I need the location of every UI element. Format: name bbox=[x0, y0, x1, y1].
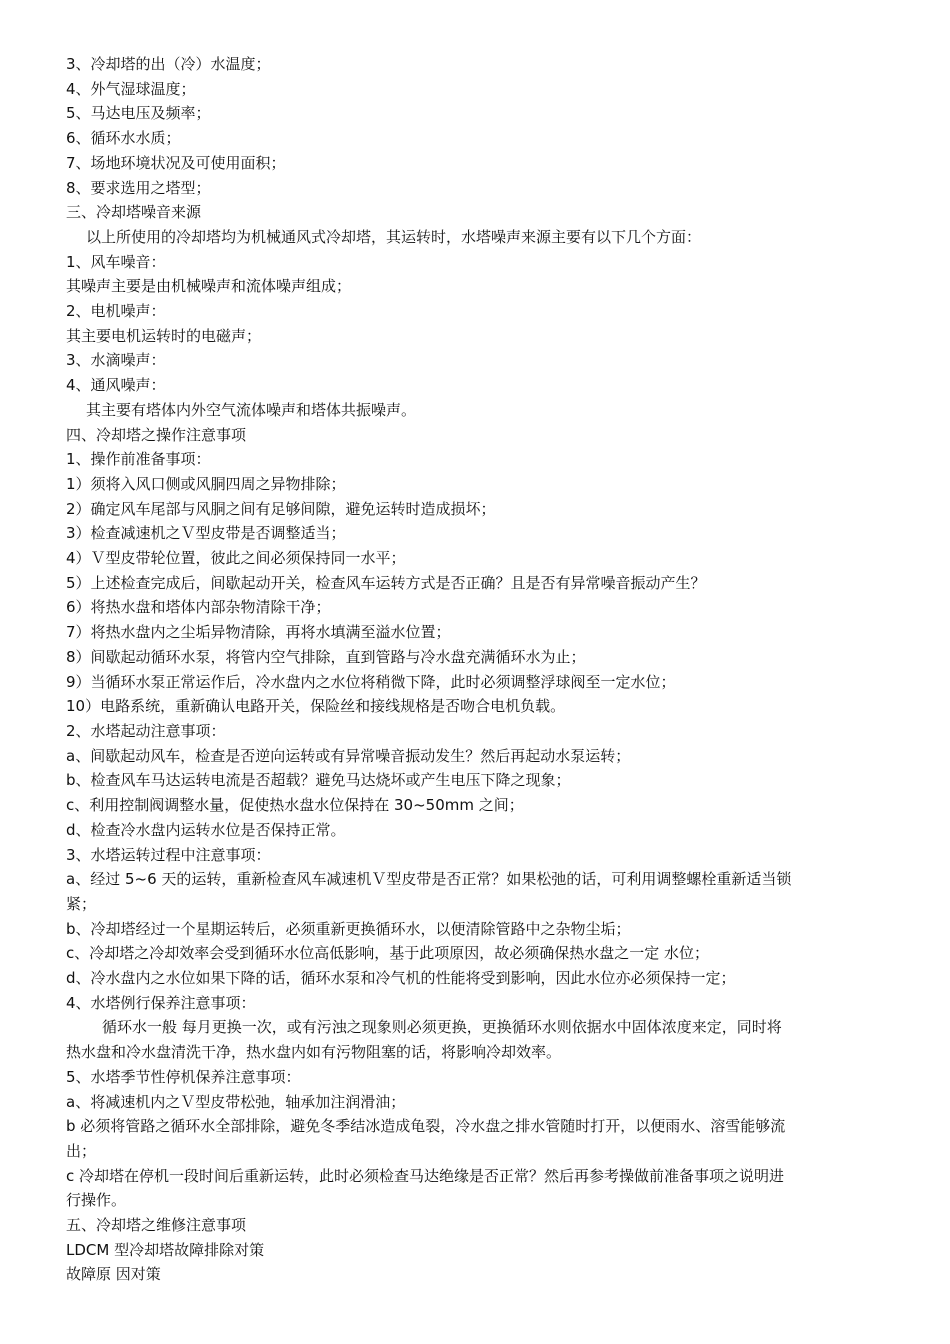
paragraph-motor-noise: 其主要电机运转时的电磁声； bbox=[66, 326, 262, 345]
paragraph-fault-cause-measures: 故障原 因对策 bbox=[66, 1265, 161, 1284]
list-item-site-environment: 7、场地环境状况及可使用面积； bbox=[66, 153, 286, 172]
subheading-fan-noise: 1、风车噪音： bbox=[66, 252, 166, 271]
list-item-water-quality: 6、循环水水质； bbox=[66, 129, 181, 148]
list-item-running-c: c、冷却塔之冷却效率会受到循环水位高低影响，基于此项原因，故必须确保热水盘之一定 水位； bbox=[66, 944, 710, 963]
list-item-tower-type: 8、要求选用之塔型； bbox=[66, 178, 211, 197]
list-item-shutdown-c: c 冷却塔在停机一段时间后重新运转，此时必须检查马达绝缘是否正常？然后再参考操做前准备事项之说明进 bbox=[66, 1166, 785, 1185]
list-item-cooling-outlet-temp: 3、冷却塔的出（冷）水温度； bbox=[66, 55, 271, 73]
list-item-running-a-cont: 紧； bbox=[66, 894, 97, 913]
document-page bbox=[66, 52, 878, 1287]
list-item-wet-bulb-temp: 4、外气湿球温度； bbox=[66, 79, 196, 98]
list-item-pre-op-9: 9）当循环水泵正常运作后，冷水盘内之水位将稍微下降，此时必须调整浮球阀至一定水位； bbox=[66, 672, 676, 691]
list-item-shutdown-a: a、将减速机内之Ｖ型皮带松弛，轴承加注润滑油； bbox=[66, 1092, 406, 1111]
list-item-pre-op-8: 8）间歇起动循环水泵，将管内空气排除，直到管路与冷水盘充满循环水为止； bbox=[66, 647, 586, 666]
paragraph-ldcm-troubleshooting: LDCM 型冷却塔故障排除对策 bbox=[66, 1240, 265, 1259]
list-item-startup-a: a、间歇起动风车，检查是否逆向运转或有异常噪音振动发生？然后再起动水泵运转； bbox=[66, 746, 631, 765]
subheading-startup: 2、水塔起动注意事项： bbox=[66, 721, 226, 740]
list-item-running-a: a、经过 5~6 天的运转，重新检查风车减速机Ｖ型皮带是否正常？如果松弛的话，可利用调整螺栓重新适当锁 bbox=[66, 870, 792, 889]
list-item-pre-op-4: 4）Ｖ型皮带轮位置，彼此之间必须保持同一水平； bbox=[66, 549, 406, 568]
paragraph-routine-maintenance: 循环水一般 每月更换一次，或有污浊之现象则必须更换，更换循环水则依据水中固体浓度来定，同时将 bbox=[102, 1018, 782, 1037]
list-item-running-d: d、冷水盘内之水位如果下降的话，循环水泵和冷气机的性能将受到影响，因此水位亦必须保持一定； bbox=[66, 969, 736, 988]
list-item-running-b: b、冷却塔经过一个星期运转后，必须重新更换循环水，以便清除管路中之杂物尘垢； bbox=[66, 919, 631, 938]
list-item-motor-voltage: 5、马达电压及频率； bbox=[66, 104, 211, 123]
list-item-shutdown-b-cont: 出； bbox=[66, 1141, 97, 1160]
list-item-startup-b: b、检查风车马达运转电流是否超载？避免马达烧坏或产生电压下降之现象； bbox=[66, 771, 571, 790]
section-heading-noise-sources: 三、冷却塔噪音来源 bbox=[66, 203, 202, 222]
list-item-pre-op-2: 2）确定风车尾部与风胴之间有足够间隙，避免运转时造成损坏； bbox=[66, 499, 496, 518]
subheading-drip-noise: 3、水滴噪声： bbox=[66, 351, 166, 370]
paragraph-noise-intro: 以上所使用的冷却塔均为机械通风式冷却塔，其运转时，水塔噪声来源主要有以下几个方面： bbox=[86, 227, 702, 246]
subheading-seasonal-shutdown: 5、水塔季节性停机保养注意事项： bbox=[66, 1067, 301, 1086]
subheading-motor-noise: 2、电机噪声： bbox=[66, 302, 166, 321]
section-heading-maintenance: 五、冷却塔之维修注意事项 bbox=[66, 1216, 247, 1235]
subheading-running: 3、水塔运转过程中注意事项： bbox=[66, 845, 271, 864]
list-item-shutdown-b: b 必须将管路之循环水全部排除，避免冬季结冰造成龟裂，冷水盘之排水管随时打开，以便雨水、溶雪能够流 bbox=[66, 1117, 786, 1136]
list-item-pre-op-6: 6）将热水盘和塔体内部杂物清除干净； bbox=[66, 598, 331, 617]
paragraph-fan-noise: 其噪声主要是由机械噪声和流体噪声组成； bbox=[66, 277, 352, 296]
subheading-routine-maintenance: 4、水塔例行保养注意事项： bbox=[66, 993, 256, 1012]
list-item-shutdown-c-cont: 行操作。 bbox=[66, 1191, 127, 1210]
list-item-pre-op-7: 7）将热水盘内之尘垢异物清除，再将水填满至溢水位置； bbox=[66, 623, 451, 642]
list-item-pre-op-10: 10）电路系统，重新确认电路开关，保险丝和接线规格是否吻合电机负载。 bbox=[66, 697, 566, 716]
list-item-startup-d: d、检查冷水盘内运转水位是否保持正常。 bbox=[66, 820, 346, 839]
subheading-pre-operation: 1、操作前准备事项： bbox=[66, 450, 211, 469]
list-item-pre-op-3: 3）检查减速机之Ｖ型皮带是否调整适当； bbox=[66, 524, 346, 543]
section-heading-operation: 四、冷却塔之操作注意事项 bbox=[66, 425, 247, 444]
paragraph-routine-maintenance-cont: 热水盘和冷水盘清洗干净，热水盘内如有污物阻塞的话，将影响冷却效率。 bbox=[66, 1043, 562, 1062]
list-item-pre-op-5: 5）上述检查完成后，间歇起动开关，检查风车运转方式是否正确？且是否有异常噪音振动产生？ bbox=[66, 573, 706, 592]
paragraph-ventilation-noise: 其主要有塔体内外空气流体噪声和塔体共振噪声。 bbox=[86, 400, 417, 419]
subheading-ventilation-noise: 4、通风噪声： bbox=[66, 376, 166, 395]
list-item-pre-op-1: 1）须将入风口侧或风胴四周之异物排除； bbox=[66, 474, 346, 493]
list-item-startup-c: c、利用控制阀调整水量，促使热水盘水位保持在 30~50mm 之间； bbox=[66, 796, 524, 815]
